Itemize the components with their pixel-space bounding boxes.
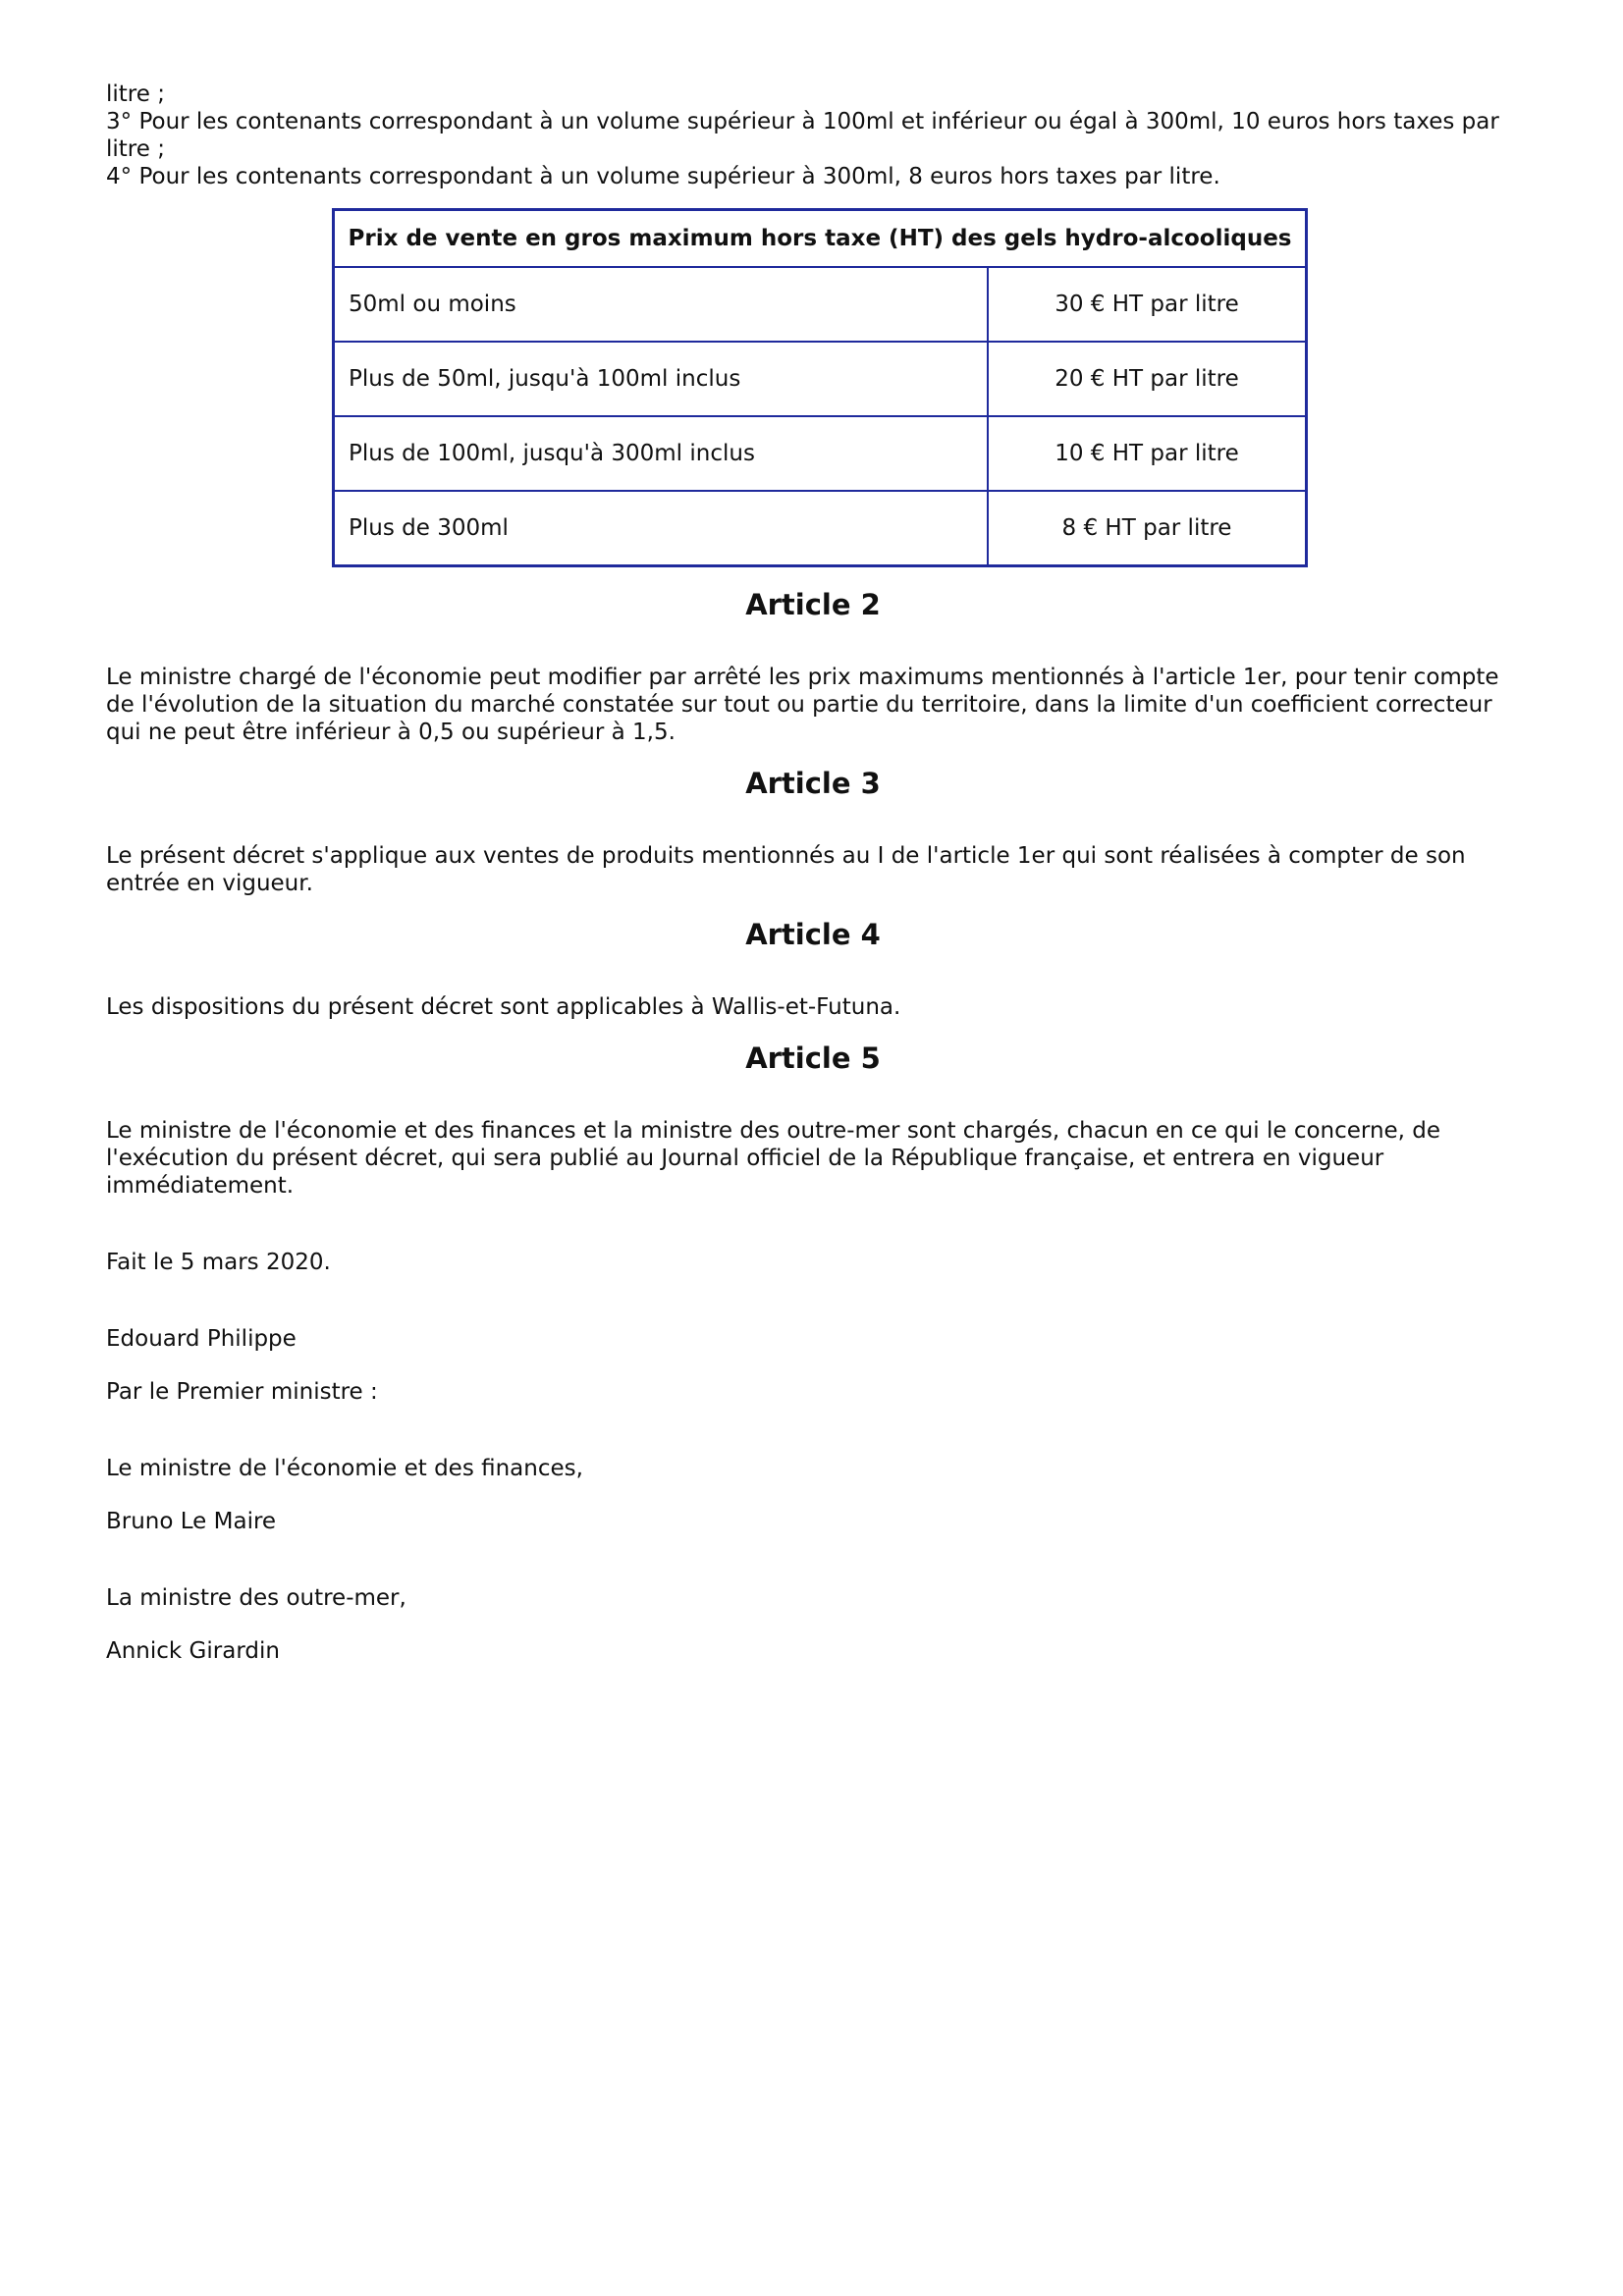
article-3: [106, 766, 1520, 897]
minister-overseas-name: Annick Girardin: [106, 1638, 280, 1664]
table-row: [334, 491, 1307, 566]
signature-block: [106, 1249, 1520, 1665]
article-2: [106, 587, 1520, 746]
minister-overseas-title: La ministre des outre-mer,: [106, 1585, 406, 1611]
minister-economy-title: Le ministre de l'économie et des finances,: [106, 1456, 583, 1481]
signing-date: Fait le 5 mars 2020.: [106, 1250, 331, 1275]
row-volume-label: Plus de 100ml, jusqu'à 300ml inclus: [334, 416, 989, 491]
article-text: Le ministre de l'économie et des finances et la ministre des outre-mer sont chargés, chacun en ce qui le concerne, de l'exécution du présent décret, qui sera publié au Journal officiel de la République française, et entrera en vigueur immédiatement.: [106, 1118, 1441, 1199]
row-price: 10 € HT par litre: [988, 416, 1307, 491]
row-price: 8 € HT par litre: [988, 491, 1307, 566]
intro-line-2: 3° Pour les contenants correspondant à un volume supérieur à 100ml et inférieur ou égal à 300ml, 10 euros hors taxes par litre ;: [106, 109, 1499, 162]
row-price: 30 € HT par litre: [988, 267, 1307, 342]
prime-minister-name: Edouard Philippe: [106, 1326, 297, 1352]
row-volume-label: Plus de 300ml: [334, 491, 989, 566]
price-table: [332, 208, 1308, 567]
article-4: [106, 917, 1520, 1021]
intro-text: [106, 80, 1520, 190]
table-header: Prix de vente en gros maximum hors taxe (HT) des gels hydro-alcooliques: [334, 210, 1307, 268]
prime-minister-by: Par le Premier ministre :: [106, 1379, 378, 1405]
article-5: [106, 1041, 1520, 1200]
article-title: Article 5: [745, 1041, 881, 1075]
row-volume-label: Plus de 50ml, jusqu'à 100ml inclus: [334, 342, 989, 416]
table-row: [334, 416, 1307, 491]
row-volume-label: 50ml ou moins: [334, 267, 989, 342]
table-header-row: [334, 210, 1307, 268]
article-title: Article 4: [745, 918, 881, 951]
intro-line-3: 4° Pour les contenants correspondant à un volume supérieur à 300ml, 8 euros hors taxes par litre.: [106, 164, 1220, 189]
intro-line-1: litre ;: [106, 81, 165, 107]
article-text: Le présent décret s'applique aux ventes de produits mentionnés au I de l'article 1er qui sont réalisées à compter de son entrée en vigueur.: [106, 843, 1466, 896]
article-text: Les dispositions du présent décret sont applicables à Wallis-et-Futuna.: [106, 994, 901, 1020]
article-title: Article 2: [745, 588, 881, 621]
row-price: 20 € HT par litre: [988, 342, 1307, 416]
article-text: Le ministre chargé de l'économie peut modifier par arrêté les prix maximums mentionnés à l'article 1er, pour tenir compte de l'évolution de la situation du marché constatée sur tout ou partie du territoire, dans la limite d'un coefficient correcteur qui ne peut être inférieur à 0,5 ou supérieur à 1,5.: [106, 665, 1499, 745]
minister-economy-name: Bruno Le Maire: [106, 1509, 277, 1534]
table-row: [334, 267, 1307, 342]
document-page: [106, 80, 1520, 1665]
article-title: Article 3: [745, 767, 881, 800]
table-row: [334, 342, 1307, 416]
